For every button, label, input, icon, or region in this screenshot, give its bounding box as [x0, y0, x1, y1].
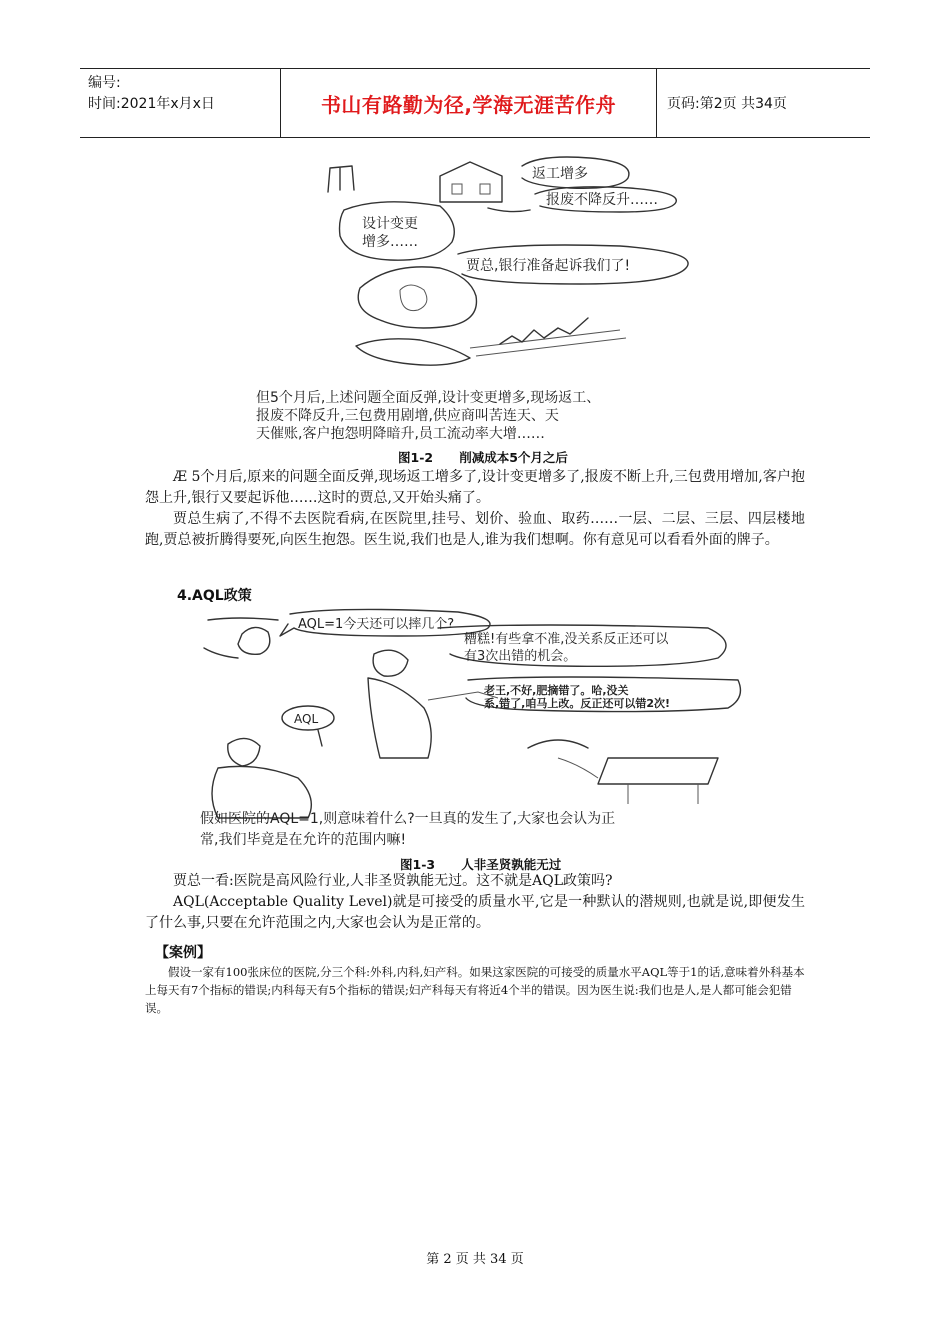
figure1-caption: 图1-2 削减成本5个月之后	[398, 450, 568, 465]
bubble-scrap: 报废不降反升……	[546, 192, 658, 208]
page-footer: 第 2 页 共 34 页	[426, 1252, 524, 1267]
paragraph-hospital-visit: 贾总生病了,不得不去医院看病,在医院里,挂号、划价、验血、取药……一层、二层、三层、四层楼地跑,贾总被折腾得要死,向医生抱怨。医生说,我们也是人,谁为我们想啊。你有意见可以看看外面的牌子。	[145, 511, 805, 548]
figure2-drawn-caption-1: 假如医院的AQL=1,则意味着什么?一旦真的发生了,大家也会认为正	[200, 811, 616, 827]
bubble-wang-1: 老王,不好,肥摘错了。哈,没关	[484, 684, 629, 697]
case-title: 【案例】	[155, 945, 211, 961]
case-text: 假设一家有100张床位的医院,分三个科:外科,内科,妇产科。如果这家医院的可接受的质量水平AQL等于1的话,意味着外科基本上每天有7个指标的错误;内科每天有5个指标的错误;妇产科每天有将近4个半的错误。因为医生说:我们也是人,是人都可能会犯错误。	[145, 965, 805, 1015]
figure1-drawn-caption-1: 但5个月后,上述问题全面反弹,设计变更增多,现场返工、	[256, 390, 601, 406]
bubble-design-change-2: 增多……	[362, 234, 418, 250]
figure2-caption: 图1-3 人非圣贤孰能无过	[400, 857, 562, 872]
bubble-bank: 贾总,银行准备起诉我们了!	[466, 258, 631, 274]
figure-aql-cartoon	[198, 608, 746, 858]
aql-sign: AQL	[294, 712, 319, 726]
bubble-rework: 返工增多	[532, 166, 588, 182]
figure1-drawn-caption-2: 报废不降反升,三包费用剧增,供应商叫苦连天、天	[256, 408, 559, 424]
paragraph-aql-definition: AQL(Acceptable Quality Level)就是可接受的质量水平,它是一种默认的潜规则,也就是说,即便发生了什么事,只要在允许范围之内,大家也会认为是正常的。	[145, 894, 805, 931]
figure1-drawn-caption-3: 天催账,客户抱怨明降暗升,员工流动率大增……	[256, 426, 545, 442]
bubble-wang-2: 系,错了,咱马上改。反正还可以错2次!	[484, 697, 671, 710]
page-header	[80, 68, 870, 138]
header-info	[80, 69, 280, 137]
section-aql-policy: 4.AQL政策	[177, 588, 252, 604]
bubble-answer-2: 有3次出错的机会。	[464, 649, 577, 664]
bubble-aql-question: AQL=1今天还可以摔几个?	[298, 617, 455, 632]
header-motto: 书山有路勤为径,学海无涯苦作舟	[280, 69, 657, 137]
header-page-code: 页码:第2页 共34页	[667, 96, 787, 112]
document-time-label: 时间:2021年x月x日	[88, 96, 215, 112]
bubble-design-change-1: 设计变更	[362, 216, 418, 232]
figure2-drawn-caption-2: 常,我们毕竟是在允许的范围内嘛!	[200, 832, 407, 848]
paragraph-5-months-later: Æ 5个月后,原来的问题全面反弹,现场返工增多了,设计变更增多了,报废不断上升,三包费用增加,客户抱怨上升,银行又要起诉他……这时的贾总,又开始头痛了。	[145, 469, 805, 506]
document-number-label: 编号:	[88, 75, 121, 91]
bubble-answer-1: 糟糕!有些拿不准,没关系反正还可以	[464, 632, 669, 647]
figure-cost-cut-cartoon	[240, 150, 690, 448]
paragraph-aql-realization: 贾总一看:医院是高风险行业,人非圣贤孰能无过。这不就是AQL政策吗?	[173, 873, 613, 889]
